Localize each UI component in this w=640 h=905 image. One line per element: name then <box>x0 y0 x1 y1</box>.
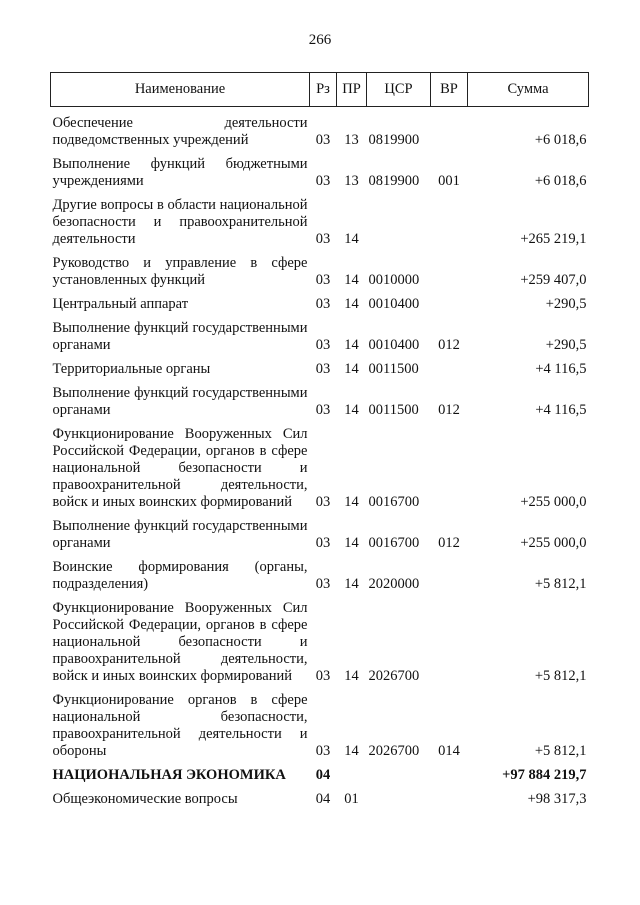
cell-name: Выполнение функций бюджетными учреждениями <box>52 156 308 189</box>
cell-rz: 03 <box>315 132 331 148</box>
header-pr: ПР <box>337 73 367 107</box>
cell-rz: 03 <box>315 743 331 759</box>
cell-name: Обеспечение деятельности подведомственных учреждений <box>52 115 308 148</box>
cell-vr <box>431 559 468 600</box>
cell-vr <box>431 767 468 791</box>
cell-csr: 0010400 <box>368 337 420 353</box>
table-header-row <box>51 73 589 107</box>
cell-rz: 03 <box>315 272 331 288</box>
cell-csr: 0010400 <box>368 296 420 312</box>
cell-sum: +5 812,1 <box>534 743 587 759</box>
cell-rz: 03 <box>315 337 331 353</box>
cell-csr <box>367 197 431 255</box>
cell-rz: 03 <box>315 296 331 312</box>
cell-rz: 03 <box>315 535 331 551</box>
cell-rz: 04 <box>315 791 331 807</box>
cell-pr: 14 <box>344 402 359 418</box>
cell-pr <box>337 767 367 791</box>
budget-table <box>50 72 589 815</box>
cell-vr: 012 <box>438 535 460 551</box>
table-row <box>51 255 589 296</box>
table-body <box>51 107 589 816</box>
cell-vr <box>431 296 468 320</box>
cell-name: Выполнение функций государственными органами <box>52 320 308 353</box>
table-row <box>51 426 589 518</box>
cell-name: Воинские формирования (органы, подразделения) <box>52 559 308 592</box>
cell-pr: 14 <box>344 494 359 510</box>
cell-csr: 2026700 <box>368 743 420 759</box>
cell-pr: 14 <box>344 272 359 288</box>
cell-vr <box>431 197 468 255</box>
cell-name: Центральный аппарат <box>52 296 189 312</box>
cell-pr: 13 <box>344 173 359 189</box>
cell-name: Другие вопросы в области национальной безопасности и правоохранительной деятельности <box>52 197 308 247</box>
cell-pr: 14 <box>344 361 359 377</box>
table-row <box>51 559 589 600</box>
cell-sum: +265 219,1 <box>520 231 587 247</box>
cell-rz: 03 <box>315 231 331 247</box>
cell-vr <box>431 426 468 518</box>
cell-pr: 01 <box>344 791 359 807</box>
cell-pr: 14 <box>344 337 359 353</box>
cell-vr <box>431 361 468 385</box>
table-row <box>51 296 589 320</box>
cell-csr: 0010000 <box>368 272 420 288</box>
cell-pr: 14 <box>344 296 359 312</box>
cell-pr: 14 <box>344 576 359 592</box>
table-row <box>51 791 589 815</box>
cell-rz: 03 <box>315 173 331 189</box>
cell-rz: 03 <box>315 576 331 592</box>
cell-name: Руководство и управление в сфере установленных функций <box>52 255 308 288</box>
table-row <box>51 107 589 157</box>
cell-vr: 001 <box>438 173 460 189</box>
cell-name: Функционирование Вооруженных Сил Российской Федерации, органов в сфере национальной безопасности и правоохранительной деятельности, войск и иных воинских формирований <box>52 600 308 684</box>
header-sum: Сумма <box>468 73 589 107</box>
table-row <box>51 518 589 559</box>
cell-csr: 0011500 <box>368 361 419 377</box>
cell-sum: +4 116,5 <box>535 361 587 377</box>
cell-sum: +4 116,5 <box>535 402 587 418</box>
cell-sum: +97 884 219,7 <box>502 767 587 783</box>
cell-name: Функционирование органов в сфере национальной безопасности, правоохранительной деятельности и обороны <box>52 692 308 759</box>
cell-csr: 0016700 <box>368 494 420 510</box>
cell-sum: +259 407,0 <box>520 272 587 288</box>
cell-vr <box>431 107 468 157</box>
table-row <box>51 197 589 255</box>
cell-csr: 0016700 <box>368 535 420 551</box>
cell-vr: 012 <box>438 402 460 418</box>
header-vr: ВР <box>431 73 468 107</box>
cell-rz: 03 <box>315 494 331 510</box>
cell-sum: +6 018,6 <box>534 132 587 148</box>
cell-csr: 0819900 <box>368 132 420 148</box>
cell-csr <box>367 767 431 791</box>
cell-vr: 012 <box>438 337 460 353</box>
cell-rz: 03 <box>315 402 331 418</box>
header-name: Наименование <box>51 73 310 107</box>
cell-sum: +6 018,6 <box>534 173 587 189</box>
cell-csr <box>367 791 431 815</box>
cell-vr <box>431 791 468 815</box>
cell-pr: 14 <box>344 535 359 551</box>
cell-vr <box>431 600 468 692</box>
header-rz: Рз <box>310 73 337 107</box>
cell-sum: +5 812,1 <box>534 576 587 592</box>
cell-name: Функционирование Вооруженных Сил Российской Федерации, органов в сфере национальной безопасности и правоохранительной деятельности, войск и иных воинских формирований <box>52 426 308 510</box>
cell-vr <box>431 255 468 296</box>
cell-vr: 014 <box>438 743 460 759</box>
cell-rz: 04 <box>315 767 331 783</box>
table-row <box>51 320 589 361</box>
cell-pr: 14 <box>344 743 359 759</box>
cell-sum: +290,5 <box>545 337 587 353</box>
cell-pr: 14 <box>344 668 359 684</box>
page-number: 266 <box>308 32 332 48</box>
table-row <box>51 361 589 385</box>
cell-sum: +290,5 <box>545 296 587 312</box>
cell-sum: +255 000,0 <box>520 494 587 510</box>
table-row <box>51 156 589 197</box>
cell-csr: 2020000 <box>368 576 420 592</box>
table-row <box>51 600 589 692</box>
cell-sum: +255 000,0 <box>520 535 587 551</box>
cell-name: Выполнение функций государственными органами <box>52 385 308 418</box>
table-row <box>51 385 589 426</box>
cell-sum: +5 812,1 <box>534 668 587 684</box>
cell-rz: 03 <box>315 361 331 377</box>
table-row <box>51 692 589 767</box>
cell-name: НАЦИОНАЛЬНАЯ ЭКОНОМИКА <box>52 767 286 783</box>
cell-csr: 2026700 <box>368 668 420 684</box>
cell-pr: 14 <box>344 231 359 247</box>
cell-rz: 03 <box>315 668 331 684</box>
cell-csr: 0819900 <box>368 173 420 189</box>
cell-pr: 13 <box>344 132 359 148</box>
cell-name: Выполнение функций государственными органами <box>52 518 308 551</box>
cell-csr: 0011500 <box>368 402 419 418</box>
table-row <box>51 767 589 791</box>
cell-name: Общеэкономические вопросы <box>52 791 238 807</box>
cell-sum: +98 317,3 <box>527 791 587 807</box>
cell-name: Территориальные органы <box>52 361 211 377</box>
header-csr: ЦСР <box>367 73 431 107</box>
